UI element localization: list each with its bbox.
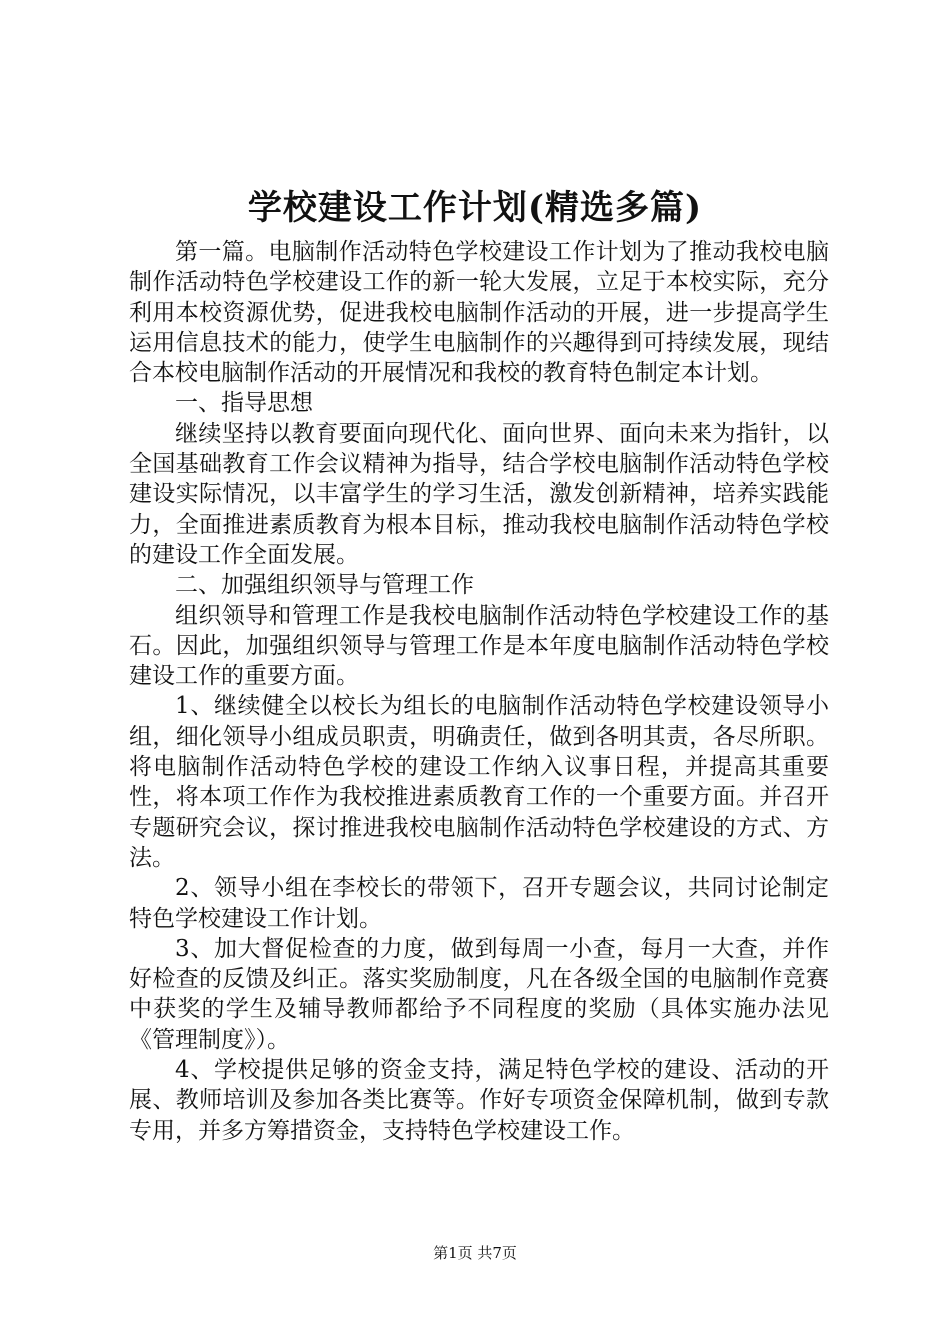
paragraph-item-1: 1、继续健全以校长为组长的电脑制作活动特色学校建设领导小组，细化领导小组成员职责，明确责任，做到各明其责，各尽所职。将电脑制作活动特色学校的建设工作纳入议事日程，并提高其重要性，将本项工作作为我校推进素质教育工作的一个重要方面。并召开专题研究会议，探讨推进我校电脑制作活动特色学校建设的方式、方法。 <box>129 693 829 871</box>
heading-organization: 二、加强组织领导与管理工作 <box>175 572 474 599</box>
paragraph-item-4: 4、学校提供足够的资金支持，满足特色学校的建设、活动的开展、教师培训及参加各类比赛等。作好专项资金保障机制，做到专款专用，并多方筹措资金，支持特色学校建设工作。 <box>129 1057 829 1144</box>
paragraph-organization: 组织领导和管理工作是我校电脑制作活动特色学校建设工作的基石。因此，加强组织领导与管理工作是本年度电脑制作活动特色学校建设工作的重要方面。 <box>129 602 829 690</box>
paragraph-intro: 第一篇。电脑制作活动特色学校建设工作计划为了推动我校电脑制作活动特色学校建设工作的新一轮大发展，立足于本校实际，充分利用本校资源优势，促进我校电脑制作活动的开展，进一步提高学生运用信息技术的能力，使学生电脑制作的兴趣得到可持续发展，现结合本校电脑制作活动的开展情况和我校的教育特色制定本计划。 <box>129 239 829 387</box>
document-title: 学校建设工作计划(精选多篇) <box>247 188 703 228</box>
paragraph-item-3: 3、加大督促检查的力度，做到每周一小查，每月一大查，并作好检查的反馈及纠正。落实奖励制度，凡在各级全国的电脑制作竞赛中获奖的学生及辅导教师都给予不同程度的奖励（具体实施办法见《管理制度》）。 <box>129 935 829 1053</box>
document-body <box>129 237 829 1146</box>
heading-guiding-thought: 一、指导思想 <box>175 390 313 417</box>
paragraph-guiding-thought: 继续坚持以教育要面向现代化、面向世界、面向未来为指针，以全国基础教育工作会议精神为指导，结合学校电脑制作活动特色学校建设实际情况，以丰富学生的学习生活，激发创新精神，培养实践能力，全面推进素质教育为根本目标，推动我校电脑制作活动特色学校的建设工作全面发展。 <box>129 420 829 568</box>
page-footer: 第1页 共7页 <box>433 1244 517 1262</box>
paragraph-item-2: 2、领导小组在李校长的带领下，召开专题会议，共同讨论制定特色学校建设工作计划。 <box>129 875 829 932</box>
